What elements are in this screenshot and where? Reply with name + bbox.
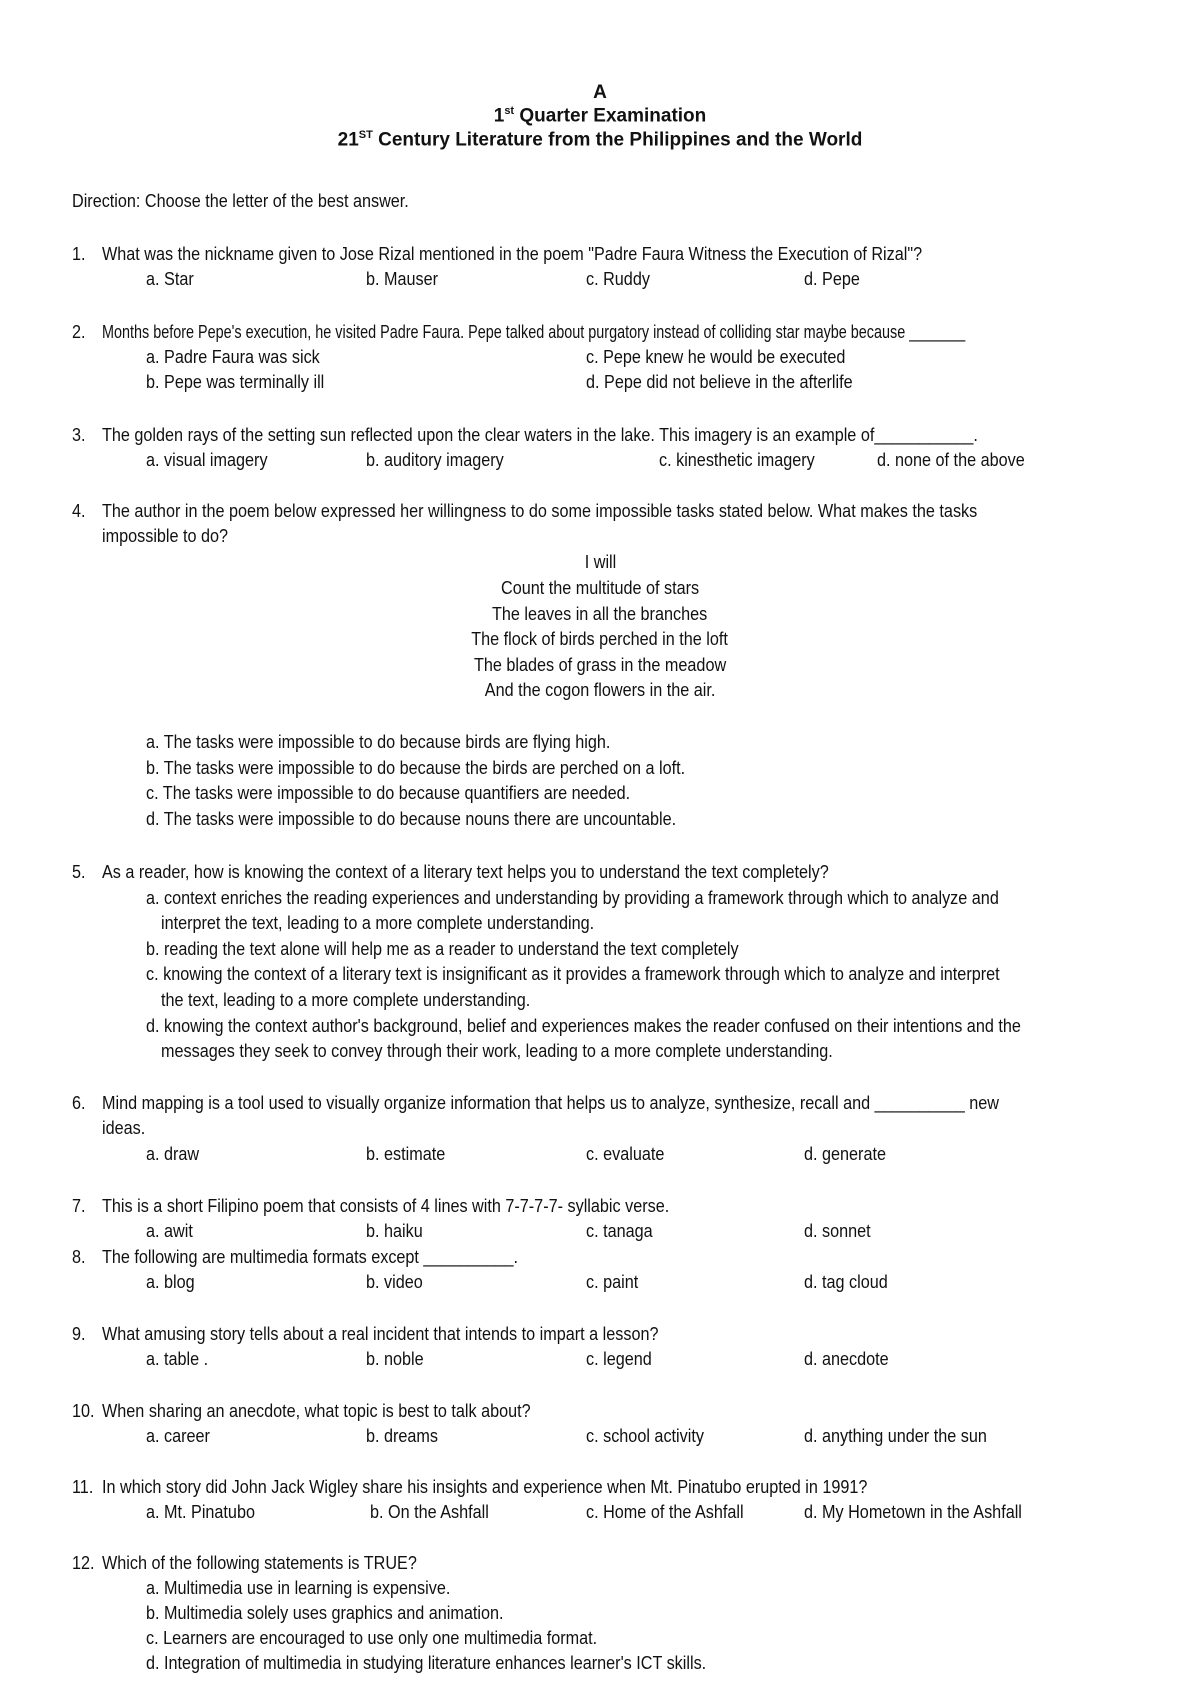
- question-number: 5.: [72, 862, 86, 882]
- choice: b. Multimedia solely uses graphics and animation.: [146, 1603, 504, 1623]
- choice: d. none of the above: [877, 450, 1025, 470]
- question-7-text: This is a short Filipino poem that consists of 4 lines with 7-7-7-7- syllabic verse.: [102, 1196, 670, 1216]
- poem-line: And the cogon flowers in the air.: [484, 680, 716, 700]
- choice: d. anything under the sun: [804, 1426, 987, 1446]
- choice: d. tag cloud: [804, 1272, 888, 1292]
- choice: d. Integration of multimedia in studying literature enhances learner's ICT skills.: [146, 1653, 707, 1673]
- poem-line: The flock of birds perched in the loft: [471, 629, 729, 649]
- question-6-text: Mind mapping is a tool used to visually organize information that helps us to analyze, synthesize, recall and __________ new: [102, 1093, 999, 1113]
- question-number: 7.: [72, 1196, 86, 1216]
- choice: a. visual imagery: [146, 450, 268, 470]
- question-number: 2.: [72, 322, 86, 342]
- question-6-text: ideas.: [102, 1118, 146, 1138]
- choice-continuation: the text, leading to a more complete understanding.: [161, 990, 531, 1010]
- choice: a. context enriches the reading experiences and understanding by providing a framework through which to analyze and: [146, 888, 999, 908]
- choice: a. awit: [146, 1221, 193, 1241]
- choice: b. Mauser: [366, 269, 439, 289]
- choice: c. paint: [586, 1272, 639, 1292]
- choice: c. evaluate: [586, 1144, 665, 1164]
- question-number: 9.: [72, 1324, 86, 1344]
- choice: a. career: [146, 1426, 210, 1446]
- quarter-suffix: st: [504, 105, 515, 117]
- choice: d. knowing the context author's background, belief and experiences makes the reader confused on their intentions and the: [146, 1016, 1021, 1036]
- choice: c. kinesthetic imagery: [659, 450, 815, 470]
- question-4-text: impossible to do?: [102, 526, 229, 546]
- choice: a. The tasks were impossible to do because birds are flying high.: [146, 732, 611, 752]
- question-number: 3.: [72, 425, 86, 445]
- choice: b. auditory imagery: [366, 450, 504, 470]
- question-number: 11.: [72, 1477, 94, 1497]
- choice: b. reading the text alone will help me as a reader to understand the text completely: [146, 939, 739, 959]
- choice: c. Ruddy: [586, 269, 650, 289]
- direction-text: Direction: Choose the letter of the best answer.: [72, 191, 409, 211]
- choice: a. Mt. Pinatubo: [146, 1502, 255, 1522]
- choice: a. Star: [146, 269, 194, 289]
- choice: c. knowing the context of a literary text is insignificant as it provides a framework through which to analyze and interpret: [146, 964, 1000, 984]
- choice: c. tanaga: [586, 1221, 653, 1241]
- choice-continuation: interpret the text, leading to a more complete understanding.: [161, 913, 595, 933]
- choice: c. Home of the Ashfall: [586, 1502, 744, 1522]
- question-number: 8.: [72, 1247, 86, 1267]
- choice: c. Pepe knew he would be executed: [586, 347, 846, 367]
- choice: a. Multimedia use in learning is expensive.: [146, 1578, 451, 1598]
- quarter-number: 1: [493, 105, 505, 127]
- question-3-text: The golden rays of the setting sun reflected upon the clear waters in the lake. This imagery is an example of___________.: [102, 425, 978, 445]
- poem-line: Count the multitude of stars: [500, 578, 700, 598]
- exam-title: [0, 105, 1200, 127]
- question-11-text: In which story did John Jack Wigley share his insights and experience when Mt. Pinatubo erupted in 1991?: [102, 1477, 868, 1497]
- choice: d. Pepe: [804, 269, 860, 289]
- course-suffix: ST: [358, 129, 373, 141]
- question-1-text: What was the nickname given to Jose Rizal mentioned in the poem "Padre Faura Witness the Execution of Rizal"?: [102, 244, 923, 264]
- exam-set-label: A: [593, 82, 607, 103]
- choice-continuation: messages they seek to convey through their work, leading to a more complete understanding.: [161, 1041, 833, 1061]
- question-9-text: What amusing story tells about a real incident that intends to impart a lesson?: [102, 1324, 659, 1344]
- quarter-title: Quarter Examination: [514, 105, 707, 127]
- choice: a. draw: [146, 1144, 200, 1164]
- course-name: Century Literature from the Philippines and the World: [372, 129, 863, 151]
- choice: d. Pepe did not believe in the afterlife: [586, 372, 853, 392]
- question-8-text: The following are multimedia formats except __________.: [102, 1247, 519, 1267]
- question-number: 4.: [72, 501, 86, 521]
- question-number: 6.: [72, 1093, 86, 1113]
- choice: a. table .: [146, 1349, 209, 1369]
- choice: b. video: [366, 1272, 423, 1292]
- choice: b. estimate: [366, 1144, 446, 1164]
- question-5-text: As a reader, how is knowing the context of a literary text helps you to understand the text completely?: [102, 862, 829, 882]
- choice: b. dreams: [366, 1426, 439, 1446]
- choice: a. blog: [146, 1272, 195, 1292]
- choice: b. On the Ashfall: [370, 1502, 489, 1522]
- choice: b. Pepe was terminally ill: [146, 372, 325, 392]
- question-10-text: When sharing an anecdote, what topic is best to talk about?: [102, 1401, 531, 1421]
- choice: b. haiku: [366, 1221, 423, 1241]
- course-number: 21: [337, 129, 359, 151]
- choice: d. The tasks were impossible to do because nouns there are uncountable.: [146, 809, 677, 829]
- question-number: 1.: [72, 244, 86, 264]
- choice: d. My Hometown in the Ashfall: [804, 1502, 1022, 1522]
- course-title: [0, 129, 1200, 151]
- question-4-text: The author in the poem below expressed her willingness to do some impossible tasks stated below. What makes the tasks: [102, 501, 978, 521]
- choice: d. sonnet: [804, 1221, 871, 1241]
- choice: c. The tasks were impossible to do because quantifiers are needed.: [146, 783, 631, 803]
- choice: b. noble: [366, 1349, 424, 1369]
- question-number: 12.: [72, 1553, 95, 1573]
- question-2-text: Months before Pepe's execution, he visited Padre Faura. Pepe talked about purgatory instead of colliding star maybe because _______: [102, 322, 966, 342]
- question-number: 10.: [72, 1401, 95, 1421]
- choice: b. The tasks were impossible to do because the birds are perched on a loft.: [146, 758, 686, 778]
- question-12-text: Which of the following statements is TRUE?: [102, 1553, 417, 1573]
- choice: a. Padre Faura was sick: [146, 347, 320, 367]
- poem-line: The leaves in all the branches: [492, 604, 708, 624]
- poem-line: The blades of grass in the meadow: [473, 655, 727, 675]
- poem-line: I will: [584, 552, 616, 572]
- choice: c. legend: [586, 1349, 652, 1369]
- choice: d. generate: [804, 1144, 886, 1164]
- choice: c. Learners are encouraged to use only one multimedia format.: [146, 1628, 598, 1648]
- choice: c. school activity: [586, 1426, 704, 1446]
- choice: d. anecdote: [804, 1349, 889, 1369]
